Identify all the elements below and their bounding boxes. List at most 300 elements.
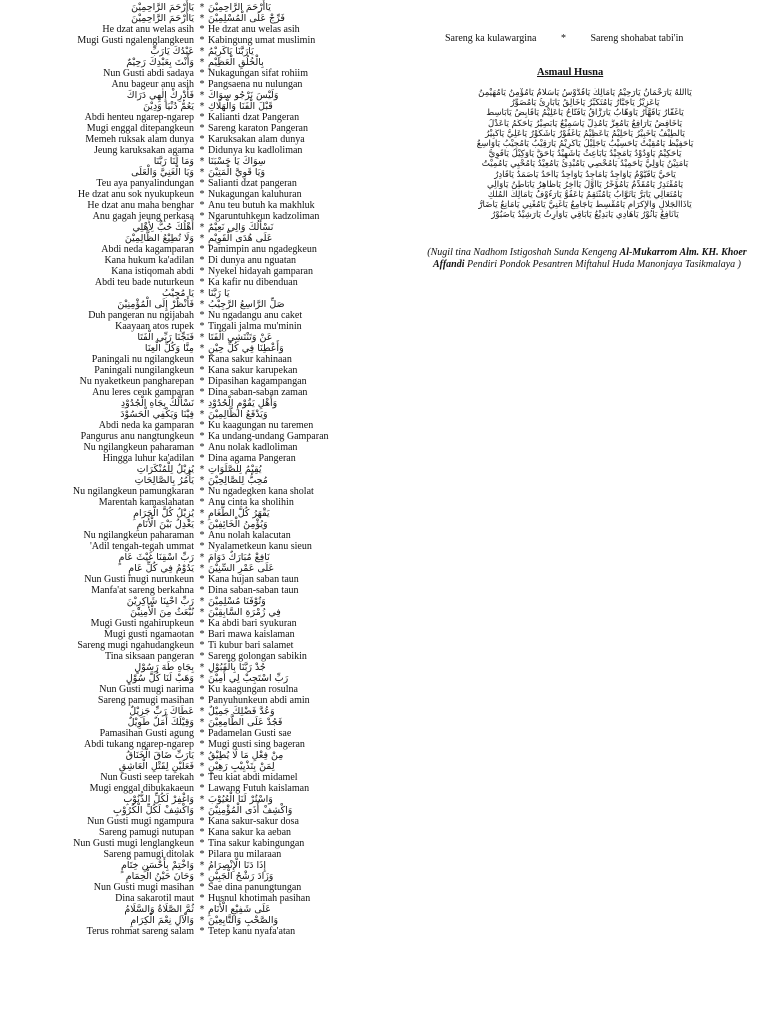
verse-second-half: Nyalametkeun kanu sieun xyxy=(208,541,312,552)
verse-first-half: وَأَهْلِ يَقُوْمِ الْحُدُوْدِ xyxy=(208,398,278,409)
verse-first-half: فَجُدْ عَلَى الطَّامِعِيْنَ xyxy=(208,717,283,728)
asmaul-husna-line: يَامُتَعَالِي يَابَرُّ يَاتَوَّابُ يَامُنْتَقِمُ يَاعَفُوُّ يَارَءُوْفُ يَامَالِكَ الْمُلْكِ xyxy=(487,190,683,201)
verse-second-half: Ka undang-undang Gamparan xyxy=(208,431,329,442)
verse-second-half: Anu cinta ka sholihin xyxy=(208,497,294,508)
sundanese-verse-row xyxy=(56,123,346,134)
sundanese-verse-row xyxy=(56,816,346,827)
source-note xyxy=(414,247,760,271)
verse-second-half: Anu nolak kadloliman xyxy=(208,442,298,453)
sundanese-verse-row xyxy=(56,651,346,662)
verse-separator: * xyxy=(199,475,205,486)
verse-separator: * xyxy=(199,552,205,563)
sundanese-verse-row xyxy=(56,310,346,321)
verse-second-half: نُبْعَثُ مِنَ الْأَمِنِيْنَ xyxy=(130,607,194,618)
arabic-verse-row xyxy=(56,706,346,717)
note-author: Al-Mukarrom Alm. KH. Khoer Affandi xyxy=(433,247,747,270)
sundanese-verse-row xyxy=(56,684,346,695)
verse-first-half: Nu nyaketkeun pangharepan xyxy=(79,376,194,387)
arabic-verse-row xyxy=(56,805,346,816)
arabic-verse-row xyxy=(56,409,346,420)
verse-separator: * xyxy=(199,233,205,244)
sundanese-verse-row xyxy=(56,354,346,365)
verse-second-half: مِنَّا وَكُلِّ الْعِنَا xyxy=(144,343,194,354)
verse-separator: * xyxy=(199,871,205,882)
verse-second-half: Karuksakan alam dunya xyxy=(208,134,305,145)
sundanese-verse-row xyxy=(56,277,346,288)
verse-first-half: رَبِّ اسْتَجِبْ لِي أَمِيْنَ xyxy=(208,673,289,684)
sundanese-verse-row xyxy=(56,376,346,387)
verse-separator: * xyxy=(199,882,205,893)
verse-first-half: 'Adil tengah-tegah ummat xyxy=(90,541,194,552)
verse-first-half: نَسْأَلُكَ وَالِي نَعِيْمٌ xyxy=(208,222,274,233)
verse-first-half: Marentah kamaslahatan xyxy=(98,497,194,508)
verse-second-half: Ku kaagungan nu taremen xyxy=(208,420,314,431)
verse-second-half: نَسْأَلُكَ بِجَاهِ الْجُدُوْدِ xyxy=(120,398,194,409)
verse-separator: * xyxy=(199,123,205,134)
arabic-verse-row xyxy=(56,332,346,343)
verse-separator: * xyxy=(199,211,205,222)
arabic-verse-row xyxy=(56,90,346,101)
verse-separator: * xyxy=(199,255,205,266)
verse-separator: * xyxy=(199,409,205,420)
verse-second-half: وَاكْشِفْ لَكُلِّ الْكُرُوْبِ xyxy=(113,805,194,816)
arabic-verse-row xyxy=(56,717,346,728)
verse-first-half: Nu ngilangkeun pamungkaran xyxy=(72,486,194,497)
verse-first-half: إِذَا دَنَا الْإِنْصِرَامُ xyxy=(208,860,267,871)
verse-first-half: Nun Gusti mugi masihan xyxy=(93,882,194,893)
verse-second-half: وَالْآلِ نِعْمَ الْكِرَامِ xyxy=(130,915,194,926)
verse-second-half: يَدُوْمُ فِي كُلِّ عَامٍ xyxy=(128,563,194,574)
verse-separator: * xyxy=(199,585,205,596)
verse-separator: * xyxy=(199,662,205,673)
arabic-verse-row xyxy=(56,761,346,772)
arabic-verse-row xyxy=(56,2,346,13)
sundanese-verse-row xyxy=(56,211,346,222)
arabic-verse-row xyxy=(56,299,346,310)
verse-first-half: عَنْ وَتَنْتَشِي الْفَتَا xyxy=(208,332,273,343)
verse-first-half: Anu bageur anu asih xyxy=(111,79,194,90)
verse-first-half: Nu ngilangkeun paharaman xyxy=(83,442,194,453)
verse-separator: * xyxy=(199,189,205,200)
verse-separator: * xyxy=(199,750,205,761)
verse-separator: * xyxy=(199,893,205,904)
verse-first-half: Nun Gusti abdi sadaya xyxy=(103,68,194,79)
asmaul-husna-line: يَامُقْتَدِرُ يَامُقَدِّمُ يَامُؤَخِّرُ يَاأَوَّلُ يَاآخِرُ يَاظَاهِرُ يَابَاطِنُ يَاوَالِي xyxy=(487,179,683,190)
verse-first-half: Anu leres ceuk gamparan xyxy=(92,387,194,398)
verse-separator: * xyxy=(199,57,205,68)
verse-second-half: يَارَبِّ ضَاقَ الْخَنَاقُ xyxy=(125,750,194,761)
verse-second-half: Bari mawa kaislaman xyxy=(208,629,295,640)
sundanese-verse-row xyxy=(56,486,346,497)
verse-separator: * xyxy=(199,904,205,915)
arabic-verse-row xyxy=(56,662,346,673)
verse-separator: * xyxy=(199,299,205,310)
verse-second-half: بِجَاهِ طَهَ رَسُوْلٍ xyxy=(134,662,194,673)
arabic-verse-row xyxy=(56,101,346,112)
verse-first-half: يُقِيْمُ لِلصَّلَوَاتِ xyxy=(208,464,262,475)
verse-second-half: Anu nolah kalacutan xyxy=(208,530,291,541)
verse-separator: * xyxy=(199,838,205,849)
verse-separator: * xyxy=(199,794,205,805)
verse-separator: * xyxy=(199,541,205,552)
verse-second-half: Padamelan Gusti sae xyxy=(208,728,292,739)
verse-first-half: Nu ngilangkeun paharaman xyxy=(83,530,194,541)
verse-separator: * xyxy=(199,783,205,794)
arabic-verse-row xyxy=(56,860,346,871)
asmaul-husna-line: يَاذَاالْجَلَالِ وَالْإِكْرَامِ يَامُقْسِطُ يَاجَامِعُ يَاغَنِيُّ يَامُغْنِي يَامَانِعُ يَاضَارُّ xyxy=(478,200,692,211)
verse-first-half: يَاأَرْحَمَ الرَّاحِمِيْنَ xyxy=(208,2,271,13)
verse-first-half: نَافِعْ مُبَارَكٌ دَوَامَ xyxy=(208,552,270,563)
verse-first-half: Anu gagah jeung perkasa xyxy=(92,211,194,222)
verse-first-half: Teu aya panyalindungan xyxy=(96,178,194,189)
verse-first-half: Kana hukum ka'adilan xyxy=(104,255,194,266)
verse-first-half: Pangurus anu nangtungkeun xyxy=(80,431,194,442)
asmaul-husna-line: يَاأَللهُ يَارَحْمَانُ يَارَحِيْمُ يَامَالِكُ يَاقُدُّوْسُ يَاسَلَامُ يَامُؤْمِنُ يَامُهَيْمِنُ xyxy=(478,88,692,98)
verse-separator: * xyxy=(199,563,205,574)
verse-separator: * xyxy=(199,497,205,508)
arabic-verse-row xyxy=(56,167,346,178)
sundanese-verse-row xyxy=(56,112,346,123)
arabic-verse-row xyxy=(56,233,346,244)
verse-first-half: Abdi neda kagamparan xyxy=(101,244,194,255)
sundanese-verse-row xyxy=(56,695,346,706)
verse-second-half: فَأَدْرِكْ إِلٰهِي دَرَاكَ xyxy=(126,90,194,101)
verse-separator: * xyxy=(199,530,205,541)
verse-separator: * xyxy=(199,849,205,860)
verse-second-half: Pangsaena nu nulungan xyxy=(208,79,303,90)
verse-first-half: Manfa'at sareng berkahna xyxy=(91,585,194,596)
verse-separator: * xyxy=(199,310,205,321)
verse-separator: * xyxy=(199,926,205,937)
verse-first-half: عَلَى شَفِيْعِ الْأَنَامِ xyxy=(208,904,271,915)
verse-first-half: Jeung karuksakan agama xyxy=(94,145,194,156)
verse-second-half: Husnul khotimah pasihan xyxy=(208,893,311,904)
verse-second-half: Panyuhunkeun abdi amin xyxy=(208,695,310,706)
verse-separator: * xyxy=(199,222,205,233)
verse-first-half: Duh pangeran nu ngijabah xyxy=(88,310,194,321)
arabic-verse-row xyxy=(56,596,346,607)
verse-separator: * xyxy=(199,2,205,13)
verse-first-half: وَيُؤْمِنُ الْخَائِفِيْنَ xyxy=(208,519,268,530)
verse-first-half: Paningali nu ngilangkeun xyxy=(91,354,194,365)
verse-second-half: Tingali jalma mu'minin xyxy=(208,321,302,332)
sundanese-verse-row xyxy=(56,849,346,860)
verse-separator: * xyxy=(199,827,205,838)
verse-separator: * xyxy=(199,420,205,431)
verse-separator: * xyxy=(199,728,205,739)
verse-separator: * xyxy=(199,684,205,695)
verse-second-half: فَأَنْظُرْ إِلَى الْمُؤْمِنِيْنَ xyxy=(117,299,194,310)
sundanese-verse-row xyxy=(56,574,346,585)
arabic-verse-row xyxy=(56,871,346,882)
verse-second-half: Dina saban-saban zaman xyxy=(208,387,308,398)
verse-second-half: Kana sakur ka aeban xyxy=(208,827,292,838)
verse-separator: * xyxy=(199,508,205,519)
asmaul-husna-block xyxy=(412,88,758,221)
verse-first-half: He dzat anu welas asih xyxy=(102,24,194,35)
verse-separator: * xyxy=(199,761,205,772)
sundanese-verse-row xyxy=(56,387,346,398)
verse-first-half: Tina siksaan pangeran xyxy=(104,651,194,662)
verse-second-half: وَحَانَ حَيْنُ الْحِمَامِ xyxy=(125,871,194,882)
verse-second-half: Kalianti dzat Pangeran xyxy=(208,112,300,123)
verse-second-half: Tina sakur kabingungan xyxy=(208,838,305,849)
verse-second-half: يُزِيْلُ لِلْمُنْكَرَاتِ xyxy=(136,464,194,475)
verse-first-half: Mugi gusti ngamaotan xyxy=(104,629,194,640)
verse-first-half: وَتُوْفَنَا مُسْلِمِيْنَ xyxy=(208,596,266,607)
verse-second-half: أَهْلُكَ حُبٌّ لِأَهْلِي xyxy=(132,222,194,233)
sundanese-verse-row xyxy=(56,629,346,640)
asmaul-husna-heading: Asmaul Husna xyxy=(537,67,604,78)
verse-first-half: وَأَعْطِنَا فِي كُلِّ حِيْنٍ xyxy=(208,343,284,354)
verse-separator: * xyxy=(199,398,205,409)
asmaul-husna-line: يَاحَفِيْظُ يَامُقِيْتُ يَاحَسِيْبُ يَاجَلِيْلُ يَاكَرِيْمُ يَارَقِيْبُ يَامُجِيْبُ يَاوَاسِعُ xyxy=(476,139,694,150)
sundanese-verse-row xyxy=(56,200,346,211)
verse-first-half: يَارَبَّنَا يَاكَرِيْمُ xyxy=(208,46,254,57)
verse-first-half: سِوَاكَ يَا حَسْبَنَا xyxy=(208,156,266,167)
arabic-verse-row xyxy=(56,915,346,926)
verse-separator: * xyxy=(199,618,205,629)
asmaul-husna-line: يَالَطِيْفُ يَاخَبِيْرُ يَاحَلِيْمُ يَاعَظِيْمُ يَاغَفُوْرُ يَاشَكُوْرُ يَاعَلِيُّ يَاكَبِيْرُ xyxy=(485,128,685,139)
verse-second-half: Anu teu butuh ka makhluk xyxy=(208,200,315,211)
sundanese-verse-row xyxy=(56,497,346,508)
sundanese-verse-row xyxy=(56,772,346,783)
verse-separator: * xyxy=(199,343,205,354)
verse-separator: * xyxy=(199,695,205,706)
verse-first-half: مُحِبُّ لِلصَّالِحِيْنَ xyxy=(208,475,268,486)
arabic-verse-row xyxy=(56,57,346,68)
sundanese-verse-row xyxy=(56,453,346,464)
sundanese-verse-row xyxy=(56,255,346,266)
verse-second-half: وَهَبْ لَنَا كُلَّ سُوْلٍ xyxy=(125,673,194,684)
verse-first-half: Abdi henteu ngarep-ngarep xyxy=(84,112,194,123)
verse-first-half: فِي زُمْرَةِ السَّابِقِيْنَ xyxy=(208,607,281,618)
verse-separator: * xyxy=(199,706,205,717)
sundanese-verse-row xyxy=(56,178,346,189)
verse-separator: * xyxy=(199,156,205,167)
verse-second-half: Di dunya anu nguatan xyxy=(208,255,297,266)
verse-first-half: Nun Gusti mugi narima xyxy=(99,684,194,695)
verse-second-half: وَيَا الْغَنِيَّ وَالْعَلَى xyxy=(131,167,194,178)
verse-second-half: Lawang Futuh kaislaman xyxy=(208,783,310,794)
verse-separator: * xyxy=(199,288,205,299)
verse-first-half: Pamasihan Gusti agung xyxy=(99,728,194,739)
verse-first-half: He dzat anu maha benghar xyxy=(87,200,194,211)
verse-first-half: يَقْهَرُ كُلَّ الطُّغَامِ xyxy=(208,508,270,519)
sundanese-verse-row xyxy=(56,442,346,453)
verse-second-half: يَعْدِلُ بَيْنَ الْأَنَامِ xyxy=(136,519,194,530)
sundanese-verse-row xyxy=(56,244,346,255)
verse-separator: * xyxy=(199,200,205,211)
verse-separator: * xyxy=(199,266,205,277)
sundanese-verse-row xyxy=(56,134,346,145)
sundanese-verse-row xyxy=(56,893,346,904)
verse-separator: * xyxy=(199,387,205,398)
verse-separator: * xyxy=(199,816,205,827)
arabic-verse-row xyxy=(56,508,346,519)
verse-second-half: وَلَا تُطِيْعُ الظَّالِمِيْنَ xyxy=(124,233,194,244)
verse-second-half: وَاخْتِمْ بِأَحْسَنِ خِتَامٍ xyxy=(121,860,194,871)
verse-second-half: Nukagungan sifat rohiim xyxy=(208,68,308,79)
verse-first-half: Paningali nungilangkeun xyxy=(94,365,194,376)
verse-separator: * xyxy=(199,46,205,57)
verse-first-half: Sareng mugi ngahudangkeun xyxy=(77,640,194,651)
arabic-verse-row xyxy=(56,46,346,57)
sundanese-verse-row xyxy=(56,926,346,937)
verse-first-half: Terus rohmat sareng salam xyxy=(86,926,194,937)
verse-second-half: وَمَا لَنَا رَبَّنَا xyxy=(153,156,194,167)
poem-left-column xyxy=(56,2,346,937)
verse-first-half: وَيَدْفَعُ الظَّالِمِيْنَ xyxy=(208,409,268,420)
verse-first-half: Abdi tukang ngarep-ngarep xyxy=(84,739,194,750)
arabic-verse-row xyxy=(56,904,346,915)
sundanese-verse-row xyxy=(56,145,346,156)
verse-second-half: Dipasihan kagampangan xyxy=(208,376,307,387)
arabic-verse-row xyxy=(56,156,346,167)
arabic-verse-row xyxy=(56,222,346,233)
verse-first-half: Hingga luhur ka'adilan xyxy=(102,453,194,464)
verse-first-half: Mugi enggal dibukakaeun xyxy=(89,783,194,794)
sundanese-verse-row xyxy=(56,882,346,893)
verse-separator: * xyxy=(199,35,205,46)
verse-second-half: Nu ngadegken kana sholat xyxy=(208,486,314,497)
arabic-verse-row xyxy=(56,552,346,563)
verse-separator: * xyxy=(199,629,205,640)
verse-first-half: He dzat anu sok nyukupkeun xyxy=(77,189,194,200)
verse-first-half: بِالْخُلُقِ الْعَظِيْمِ xyxy=(208,57,264,68)
verse-second-half: He dzat anu welas asih xyxy=(208,24,300,35)
verse-second-half: Dina saban-saban taun xyxy=(208,585,299,596)
verse-second-half: يَعُمُّ دُنْيَا وَدِيْنَ xyxy=(143,101,194,112)
note-suffix: Pendiri Pondok Pesantren Miftahul Huda Manonjaya Tasikmalaya ) xyxy=(464,259,741,270)
verse-second-half: عَطَاكَ رَبِّ جَزِيْلٌ xyxy=(129,706,194,717)
verse-separator: * xyxy=(560,33,566,44)
verse-second-half: Ku kaagungan rosulna xyxy=(208,684,298,695)
verse-separator: * xyxy=(199,739,205,750)
arabic-verse-row xyxy=(56,750,346,761)
note-prefix: (Nugil tina Nadhom Istigoshah Sunda Kengeng xyxy=(427,247,620,258)
verse-separator: * xyxy=(199,79,205,90)
verse-second-half: Ka abdi bari syukuran xyxy=(208,618,297,629)
verse-second-half: Kana sakur kahinaan xyxy=(208,354,292,365)
verse-second-half: فَنَجِّنَا رَبِّي الْفَتَا xyxy=(137,332,194,343)
sundanese-verse-row xyxy=(56,321,346,332)
asmaul-husna-line: يَامَتِيْنُ يَاوَلِيُّ يَاحَمِيْدُ يَامُحْصِي يَامُبْدِئُ يَامُعِيْدُ يَامُحْيِي يَامُمِيْتُ xyxy=(481,159,689,170)
verse-first-half: وَاسْتُرْ لَنَا الْعُيُوْبَ xyxy=(208,794,273,805)
verse-first-half: Kaayaan atos rupek xyxy=(115,321,194,332)
verse-first-half: قَبْلَ الْفَنَا وَالْهَلَاكِ xyxy=(208,101,273,112)
verse-second-half: رَبِّ اسْقِنَا غَيْثَ عَامٍ xyxy=(118,552,194,563)
verse-first-half: Kana istiqomah abdi xyxy=(111,266,194,277)
verse-second-half: يُزِيْلُ كُلَّ الْحَرَامِ xyxy=(133,508,194,519)
verse-separator: * xyxy=(199,376,205,387)
verse-second-half: Didunya ku kadloliman xyxy=(208,145,303,156)
verse-separator: * xyxy=(199,277,205,288)
asmaul-husna-line: يَانَافِعُ يَانُوْرُ يَاهَادِي يَابَدِيْعُ يَابَاقِي يَاوَارِثُ يَارَشِيْدُ يَاصَبُوْرُ xyxy=(491,210,679,221)
verse-first-half: عَلَى عَمْرِ السِّنِيْنَ xyxy=(208,563,275,574)
arabic-verse-row xyxy=(56,475,346,486)
verse-second-half: ثُمَّ الصَّلَاةُ وَالسَّلَامُ xyxy=(124,904,194,915)
verse-separator: * xyxy=(199,453,205,464)
verse-second-half: Nukagungan kaluhuran xyxy=(208,189,302,200)
verse-second-half: فَعَلَيْنِ لِقَتْلِ الْعَاشِقِ xyxy=(118,761,194,772)
verse-separator: * xyxy=(199,860,205,871)
verse-separator: * xyxy=(199,145,205,156)
verse-first-half: Dina sakarotil maut xyxy=(115,893,194,904)
sundanese-verse-row xyxy=(56,365,346,376)
verse-separator: * xyxy=(199,90,205,101)
sundanese-verse-row xyxy=(56,431,346,442)
verse-first-half: جُدْ رَبَّنَا بِالْقَبُوْلِ xyxy=(208,662,266,673)
sundanese-verse-row xyxy=(56,783,346,794)
verse-first-half: وَيَا قَوِيَّ الْمَتِيْنَ xyxy=(208,167,266,178)
sundanese-verse-row xyxy=(56,24,346,35)
verse-second-half: Tetep kanu nyafa'atan xyxy=(208,926,296,937)
verse-first-half: Abdi neda ka gamparan xyxy=(98,420,194,431)
sundanese-verse-row xyxy=(56,728,346,739)
arabic-verse-row xyxy=(56,288,346,299)
verse-separator: * xyxy=(199,915,205,926)
verse-first-half: Nun Gusti mugi lenglangkeun xyxy=(73,838,194,849)
top-line-a: Sareng ka kulawargina xyxy=(445,33,537,44)
verse-separator: * xyxy=(199,354,205,365)
arabic-verse-row xyxy=(56,464,346,475)
verse-first-half: وَلَيْسَ نَرْجُو سِوَاكَ xyxy=(208,90,279,101)
sundanese-verse-row xyxy=(56,420,346,431)
verse-first-half: Sareng pamugi ditolak xyxy=(103,849,194,860)
asmaul-husna-line: يَاغَفَّارُ يَاقَهَّارُ يَاوَهَّابُ يَارَزَّاقُ يَافَتَّاحُ يَاعَلِيْمُ يَاقَابِضُ يَابَاسِطُ xyxy=(486,108,684,119)
verse-second-half: Mugi gusti sing bageran xyxy=(208,739,305,750)
arabic-verse-row xyxy=(56,563,346,574)
top-line-b: Sareng shohabat tabi'in xyxy=(590,33,684,44)
verse-first-half: فَرِّجْ عَلَى الْمُسْلِمِيْنَ xyxy=(208,13,285,24)
verse-separator: * xyxy=(199,673,205,684)
verse-separator: * xyxy=(199,321,205,332)
verse-separator: * xyxy=(199,101,205,112)
verse-second-half: Ngaruntuhkeun kadzoliman xyxy=(208,211,320,222)
verse-separator: * xyxy=(199,464,205,475)
verse-second-half: Sareng golongan sabikin xyxy=(208,651,307,662)
arabic-verse-row xyxy=(56,673,346,684)
verse-second-half: فِيْنَا وَيَكْفِي الْحَسُوْدَ xyxy=(120,409,194,420)
asmaul-husna-line: يَاحَيُّ يَاقَيُّوْمُ يَاوَاجِدُ يَامَاجِدُ يَاوَاحِدُ يَاأَحَدُ يَاصَمَدُ يَاقَادِرُ xyxy=(494,169,676,180)
right-top-line xyxy=(445,33,683,44)
verse-separator: * xyxy=(199,574,205,585)
verse-separator: * xyxy=(199,13,205,24)
verse-separator: * xyxy=(199,607,205,618)
verse-first-half: Sareng pamugi nutupan xyxy=(99,827,194,838)
verse-second-half: عَبْدُكَ يَارَبِّ xyxy=(150,46,194,57)
verse-second-half: Pamimpin anu ngadegkeun xyxy=(208,244,317,255)
asmaul-husna-line: يَاعَزِيْزُ يَاجَبَّارُ يَامُتَكَبِّرُ يَاخَالِقُ يَابَارِئُ يَامُصَوِّرُ xyxy=(510,98,660,109)
verse-second-half: يَاأَرْحَمَ الرَّاحِمِيْنَ xyxy=(131,13,194,24)
verse-second-half: Kana sakur-sakur dosa xyxy=(208,816,299,827)
verse-second-half: وَاغْفِرْ لَكُلِّ الذُّنُوْبِ xyxy=(123,794,194,805)
sundanese-verse-row xyxy=(56,739,346,750)
verse-first-half: Nun Gusti seep tarekah xyxy=(100,772,194,783)
verse-second-half: Nyekel hidayah gamparan xyxy=(208,266,313,277)
verse-first-half: يَا رَبَّنَا xyxy=(208,288,230,299)
verse-second-half: Salianti dzat pangeran xyxy=(208,178,297,189)
verse-separator: * xyxy=(199,442,205,453)
verse-separator: * xyxy=(199,805,205,816)
verse-separator: * xyxy=(199,24,205,35)
verse-first-half: وَاكْشِفْ أَذَى الْمُؤْمِنِيْنَ xyxy=(208,805,293,816)
verse-first-half: Memeh ruksak alam dunya xyxy=(85,134,194,145)
verse-first-half: Mugi Gusti ngalenglangkeun xyxy=(77,35,194,46)
verse-first-half: مِنْ فِعْلِ مَا لَا يُطِيْقُ xyxy=(208,750,284,761)
sundanese-verse-row xyxy=(56,541,346,552)
